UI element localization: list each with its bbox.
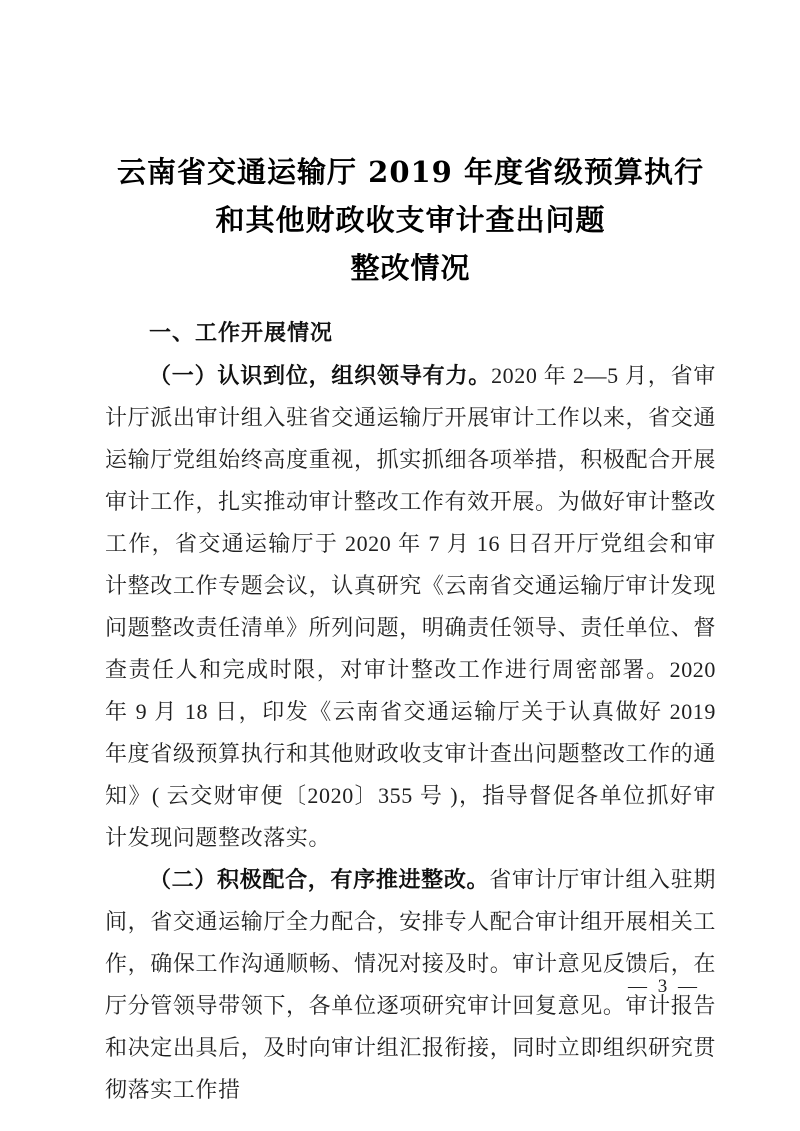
paragraph-2-lead: （二）积极配合，有序推进整改。 — [149, 867, 490, 892]
title-line-2: 和其他财政收支审计查出问题 — [215, 203, 606, 237]
paragraph-1-text: 2020 年 2—5 月，省审计厅派出审计组入驻省交通运输厅开展审计工作以来，省交通运输厅党组始终高度重视，抓实抓细各项举措，积极配合开展审计工作，扎实推动审计整改工作有效开展。为做好审计整改工作，省交通运输厅于 2020 年 7 月 16 日召开厅党组会和审计整改工作专题会议，认真研究《云南省交通运输厅审计发现问题整改责任清单》所列问题，明确责任领导、责任单位、督查责任人和完成时限，对审计整改工作进行周密部署。2020 年 9 月 18 日，印发《云南省交通运输厅关于认真做好 2019 年度省级预算执行和其他财政收支审计查出问题整改工作的通知》( 云交财审便〔2020〕355 号 )，指导督促各单位抓好审计发现问题整改落实。 — [105, 363, 716, 850]
paragraph-1-lead: （一）认识到位，组织领导有力。 — [149, 363, 492, 388]
title-line-3: 整改情况 — [350, 251, 471, 285]
title-line-1: 云南省交通运输厅 2019 年度省级预算执行 — [117, 155, 704, 189]
section-heading-work-progress: 一、工作开展情况 — [149, 321, 334, 346]
paragraph-2-text: 省审计厅审计组入驻期间，省交通运输厅全力配合，安排专人配合审计组开展相关工作，确保工作沟通顺畅、情况对接及时。审计意见反馈后，在厅分管领导带领下，各单位逐项研究审计回复意见。审计报告和决定出具后，及时向审计组汇报衔接，同时立即组织研究贯彻落实工作措 — [105, 867, 716, 1102]
paragraph-2 — [105, 859, 716, 1111]
page-number: — 3 — — [628, 976, 700, 997]
document-title — [105, 148, 716, 292]
paragraph-1 — [105, 355, 716, 859]
document-content — [105, 0, 716, 1111]
